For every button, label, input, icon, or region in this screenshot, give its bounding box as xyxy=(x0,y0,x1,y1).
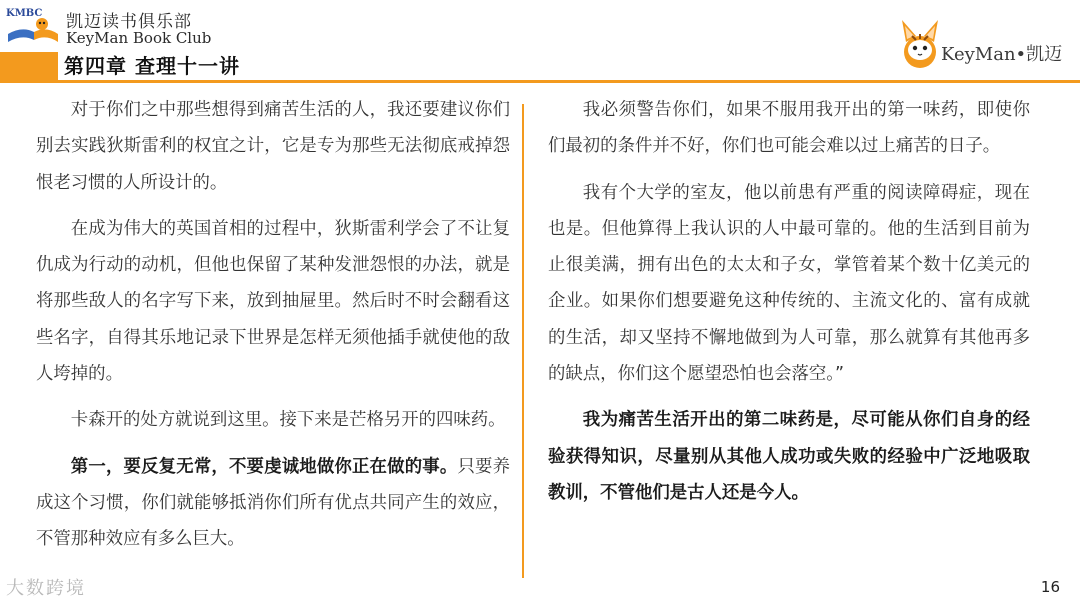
first-remedy-bold: 第一，要反复无常，不要虔诚地做你正在做的事。 xyxy=(70,456,458,477)
brand-text: KeyMan•凯迈 xyxy=(941,44,1063,65)
left-column xyxy=(36,92,510,568)
chapter-accent-block xyxy=(0,52,58,80)
page-number: 16 xyxy=(1040,578,1060,596)
kmbc-logo xyxy=(4,4,60,46)
book-logo-icon xyxy=(4,4,60,46)
left-paragraph-3: 卡森开的处方就说到这里。接下来是芒格另开的四味药。 xyxy=(70,410,506,431)
left-paragraph-2: 在成为伟大的英国首相的过程中，狄斯雷利学会了不让复仇成为行动的动机，但他也保留了某种发泄怨恨的办法，就是将那些敌人的名字写下来，放到抽屉里。然后时不时会翻看这些名字，自得其乐地记录下世界是怎样无须他插手就使他的敌人垮掉的。 xyxy=(36,218,510,385)
club-name-cn: 凯迈读书俱乐部 xyxy=(66,12,192,32)
svg-text:KMBC: KMBC xyxy=(6,8,43,19)
chapter-title: 第四章 查理十一讲 xyxy=(64,54,240,78)
first-remedy-rest: 只要养成这个习惯，你们就能够抵消你们所有优点共同产生的效应，不管那种效应有多么巨大。 xyxy=(36,456,510,550)
right-paragraph-2: 我有个大学的室友，他以前患有严重的阅读障碍症，现在也是。但他算得上我认识的人中最可靠的。他的生活到目前为止很美满，拥有出色的太太和子女，掌管着某个数十亿美元的企业。如果你们想要避免这种传统的、主流文化的、富有成就的生活，却又坚持不懈地做到为人可靠，那么就算有其他再多的缺点，你们这个愿望恐怕也会落空。” xyxy=(548,182,1030,385)
right-paragraph-1: 我必须警告你们，如果不服用我开出的第一味药，即使你们最初的条件并不好，你们也可能会难以过上痛苦的日子。 xyxy=(548,100,1030,157)
right-column xyxy=(548,92,1030,521)
right-paragraph-3: 我为痛苦生活开出的第二味药是，尽可能从你们自身的经验获得知识，尽量别从其他人成功或失败的经验中广泛地吸取教训，不管他们是古人还是今人。 xyxy=(548,410,1030,503)
left-paragraph-1: 对于你们之中那些想得到痛苦生活的人，我还要建议你们别去实践狄斯雷利的权宜之计，它是专为那些无法彻底戒掉怨恨老习惯的人所设计的。 xyxy=(36,100,510,193)
left-paragraph-4 xyxy=(36,449,510,558)
column-divider xyxy=(522,104,524,578)
club-name-en: KeyMan Book Club xyxy=(66,29,212,47)
watermark: 大数跨境 xyxy=(6,578,86,599)
header-divider xyxy=(0,80,1080,83)
